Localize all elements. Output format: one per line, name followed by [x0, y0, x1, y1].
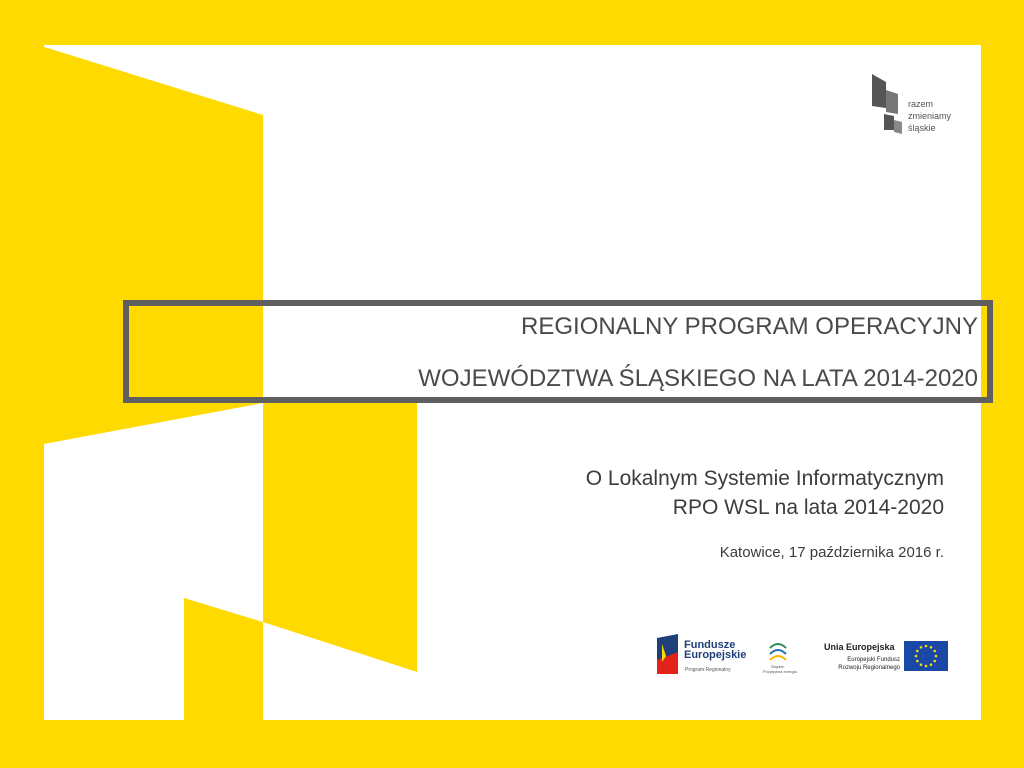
fe-line-1: Fundusze [684, 639, 736, 651]
title-line-2: WOJEWÓDZTWA ŚLĄSKIEGO NA LATA 2014-2020 [418, 365, 978, 392]
date-text: Katowice, 17 października 2016 r. [719, 544, 944, 561]
ue-title: Unia Europejska [824, 642, 895, 652]
fundusze-europejskie-text [684, 640, 746, 660]
ue-line-2: Rozwoju Regionalnego [838, 665, 900, 671]
fe-line-2: Europejskie [684, 649, 747, 661]
ue-line-1: Europejski Fundusz [847, 657, 900, 663]
subtitle-line-1: O Lokalnym Systemie Informatycznym [585, 467, 944, 490]
subtitle-line-2: RPO WSL na lata 2014-2020 [672, 496, 944, 519]
brand-line-1: razem [908, 99, 934, 109]
title-line-1: REGIONALNY PROGRAM OPERACYJNY [521, 313, 978, 340]
slaskie-text [763, 664, 797, 674]
slaskie-icon [770, 644, 786, 660]
yellow-shape-foot [184, 598, 263, 739]
brand-line-2: zmieniamy [908, 111, 952, 121]
fundusze-europejskie-icon [657, 634, 678, 674]
slaskie-line-1: Śląskie. [770, 664, 785, 669]
eu-flag-icon [904, 641, 948, 671]
brand-line-3: śląskie [908, 123, 936, 133]
ue-subtitle [830, 656, 900, 672]
fe-subtitle: Program Regionalny [685, 667, 731, 673]
slaskie-line-2: Pozytywna energia [763, 669, 797, 674]
eu-stars-icon [904, 641, 948, 671]
brand-text [908, 98, 951, 134]
